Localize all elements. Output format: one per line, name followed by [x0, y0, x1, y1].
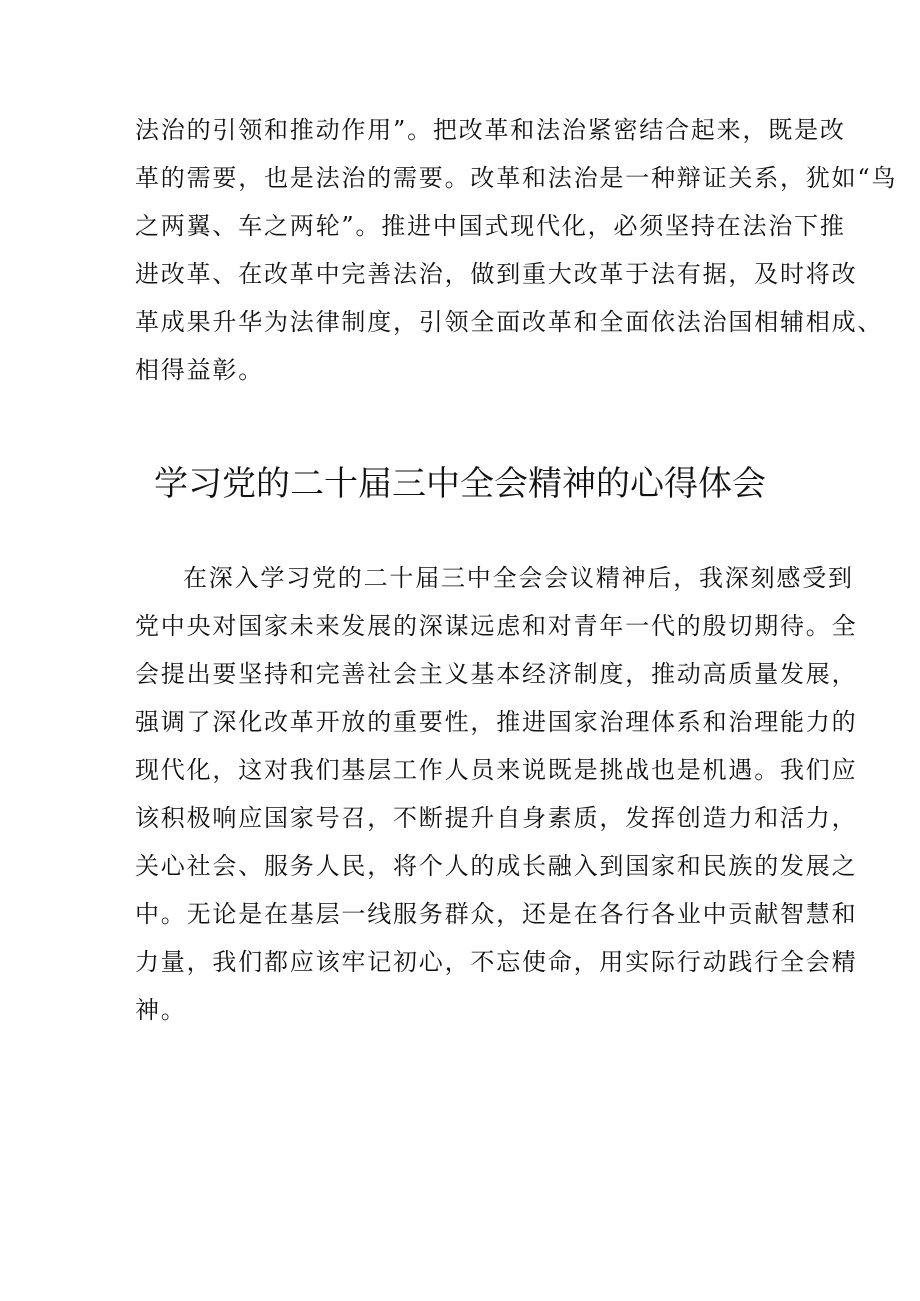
paragraph-2-line: 力量，我们都应该牢记初心，不忘使命，用实际行动践行全会精: [135, 948, 858, 976]
paragraph-2-line: 在深入学习党的二十届三中全会会议精神后，我深刻感受到: [183, 564, 854, 592]
paragraph-1-line: 相得益彰。: [135, 356, 264, 384]
paragraph-2-line: 该积极响应国家号召，不断提升自身素质，发挥创造力和活力，: [135, 804, 858, 832]
section-title: 学习党的二十届三中全会精神的心得体会: [154, 464, 766, 504]
paragraph-1-line: 之两翼、车之两轮”。推进中国式现代化，必须坚持在法治下推: [135, 212, 846, 240]
paragraph-2-line: 会提出要坚持和完善社会主义基本经济制度，推动高质量发展，: [135, 660, 858, 688]
paragraph-2-line: 现代化，这对我们基层工作人员来说既是挑战也是机遇。我们应: [135, 756, 858, 784]
paragraph-2-line: 强调了深化改革开放的重要性，推进国家治理体系和治理能力的: [135, 708, 858, 736]
paragraph-1-line: 革成果升华为法律制度，引领全面改革和全面依法治国相辅相成、: [135, 308, 884, 336]
paragraph-1-line: 革的需要，也是法治的需要。改革和法治是一种辩证关系，犹如“鸟: [135, 164, 898, 192]
paragraph-2-line: 党中央对国家未来发展的深谋远虑和对青年一代的殷切期待。全: [135, 612, 858, 640]
paragraph-2-line: 关心社会、服务人民，将个人的成长融入到国家和民族的发展之: [135, 852, 858, 880]
paragraph-2-line: 神。: [135, 996, 187, 1024]
paragraph-1-line: 法治的引领和推动作用”。把改革和法治紧密结合起来，既是改: [135, 116, 846, 144]
paragraph-1-line: 进改革、在改革中完善法治，做到重大改革于法有据，及时将改: [135, 260, 858, 288]
paragraph-2-line: 中。无论是在基层一线服务群众，还是在各行各业中贡献智慧和: [135, 900, 858, 928]
